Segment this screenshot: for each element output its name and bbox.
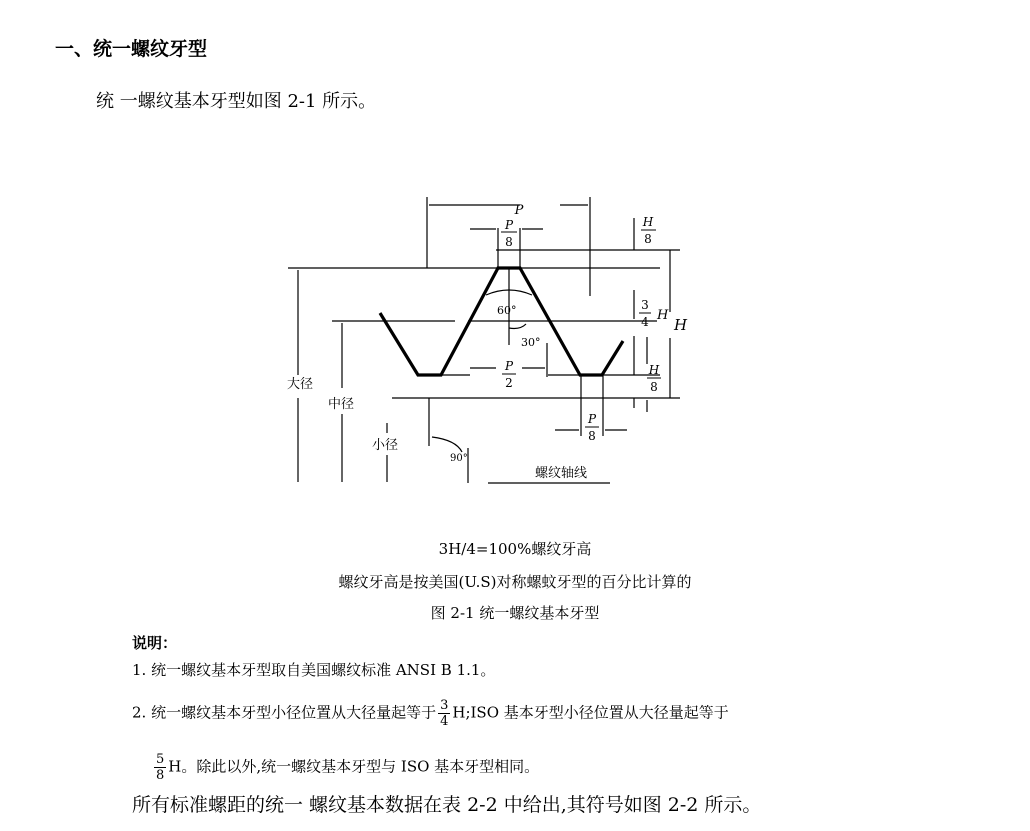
label-major-diameter: 大径 <box>287 377 314 392</box>
label-34h-den: 4 <box>641 315 649 329</box>
note-item-2-text-b: H;ISO 基本牙型小径位置从大径量起等于 <box>452 703 729 722</box>
note-item-1: 1. 统一螺纹基本牙型取自美国螺纹标准 ANSI B 1.1。 <box>132 661 496 679</box>
figure-title: 图 2-1 统一螺纹基本牙型 <box>430 604 600 622</box>
label-h8-bot-num: H <box>648 363 660 377</box>
label-p-over2-num: P <box>504 359 514 373</box>
label-p-over8-den: 8 <box>505 235 513 249</box>
note-item-2 <box>132 698 729 729</box>
angle-arcs <box>432 290 532 452</box>
fraction-five-eighths <box>154 752 166 783</box>
label-angle-60: 60° <box>497 304 517 317</box>
label-p8-bot-den: 8 <box>588 429 596 443</box>
note-caption: 螺纹牙高是按美国(U.S)对称螺蚊牙型的百分比计算的 <box>338 573 692 591</box>
label-p-over2-den: 2 <box>505 376 513 390</box>
label-h8-top-den: 8 <box>644 232 652 246</box>
fraction-denominator: 8 <box>156 768 165 783</box>
note-item-2-text-a: 2. 统一螺纹基本牙型小径位置从大径量起等于 <box>132 703 437 722</box>
label-minor-diameter: 小径 <box>372 438 399 453</box>
diagram-labels <box>287 203 688 481</box>
notes-heading: 说明： <box>132 634 178 652</box>
label-h-total: H <box>674 316 688 334</box>
label-p-top: P <box>514 203 524 218</box>
label-angle-90: 90° <box>450 453 468 464</box>
section-title: 统一螺纹牙型 <box>93 38 208 60</box>
dimension-lines <box>298 205 670 482</box>
fraction-three-quarters <box>438 698 450 729</box>
section-number: 一、 <box>55 38 94 60</box>
note-item-2-text-c: H。除此以外,统一螺纹基本牙型与 ISO 基本牙型相同。 <box>168 757 540 776</box>
label-pitch-diameter: 中径 <box>328 397 355 412</box>
label-thread-axis: 螺纹轴线 <box>535 466 588 481</box>
closing-paragraph: 所有标准螺距的统一 螺纹基本数据在表 2-2 中给出,其符号如图 2-2 所示。 <box>132 794 762 816</box>
label-p8-bot-num: P <box>587 412 597 426</box>
label-34h-h: H <box>657 308 669 323</box>
reference-lines <box>288 250 680 483</box>
label-p-over8-num: P <box>504 218 514 232</box>
label-h8-top-num: H <box>642 215 654 229</box>
fraction-numerator: 3 <box>440 698 449 713</box>
label-34h-num: 3 <box>641 298 649 312</box>
label-angle-30: 30° <box>521 336 541 349</box>
label-h8-bot-den: 8 <box>650 380 658 394</box>
fraction-denominator: 4 <box>440 714 449 729</box>
extension-lines <box>427 197 603 483</box>
note-item-2-continued <box>152 752 539 783</box>
intro-paragraph: 统 一螺纹基本牙型如图 2-1 所示。 <box>96 91 377 112</box>
formula-caption: 3H/4=100%螺纹牙高 <box>438 540 592 558</box>
fraction-numerator: 5 <box>156 752 165 767</box>
